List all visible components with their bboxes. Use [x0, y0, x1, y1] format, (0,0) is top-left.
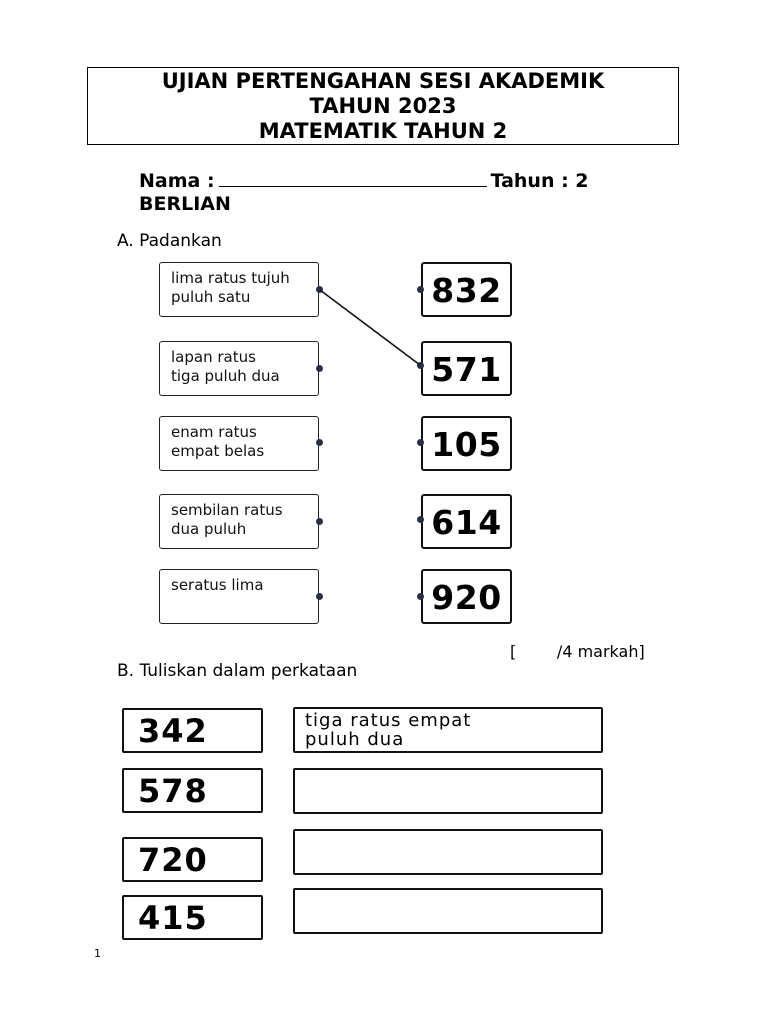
section-a-marks: [ /4 markah] [510, 642, 645, 661]
number-box-4: 614 [421, 494, 512, 549]
word-box-2-line-2: tiga puluh dua [171, 367, 280, 385]
class-name: BERLIAN [139, 193, 231, 215]
class-label: Tahun : 2 [490, 170, 589, 192]
b-number-box-2: 578 [122, 768, 263, 813]
number-box-2: 571 [421, 341, 512, 396]
exam-title-line-3: MATEMATIK TAHUN 2 [258, 119, 508, 143]
b-answer-box-2[interactable] [293, 768, 603, 814]
b-number-box-3: 720 [122, 837, 263, 882]
word-box-5-line-1: seratus lima [171, 576, 264, 594]
name-label: Nama : [139, 170, 215, 192]
word-box-3-line-1: enam ratus [171, 423, 257, 441]
number-box-1: 832 [421, 262, 512, 317]
number-box-3: 105 [421, 416, 512, 471]
word-box-2-line-1: lapan ratus [171, 348, 256, 366]
section-b-title: B. Tuliskan dalam perkataan [117, 661, 358, 681]
word-box-3-line-2: empat belas [171, 442, 265, 460]
exam-title-line-2: TAHUN 2023 [309, 94, 457, 118]
b-answer-box-3[interactable] [293, 829, 603, 875]
number-box-5: 920 [421, 569, 512, 624]
b-answer-box-4[interactable] [293, 888, 603, 934]
word-box-4-line-2: dua puluh [171, 520, 247, 538]
word-box-4-line-1: sembilan ratus [171, 501, 283, 519]
b-answer-1-line-1: tiga ratus empat [305, 710, 472, 731]
page-number: 1 [94, 947, 101, 960]
word-box-1-line-1: lima ratus tujuh [171, 269, 290, 287]
b-answer-1-line-2: puluh dua [305, 729, 405, 750]
b-answer-box-1[interactable] [293, 707, 603, 753]
section-a-title: A. Padankan [117, 231, 222, 251]
b-number-box-4: 415 [122, 895, 263, 940]
b-number-box-1: 342 [122, 708, 263, 753]
word-box-1-line-2: puluh satu [171, 288, 251, 306]
exam-title-line-1: UJIAN PERTENGAHAN SESI AKADEMIK [161, 69, 605, 93]
